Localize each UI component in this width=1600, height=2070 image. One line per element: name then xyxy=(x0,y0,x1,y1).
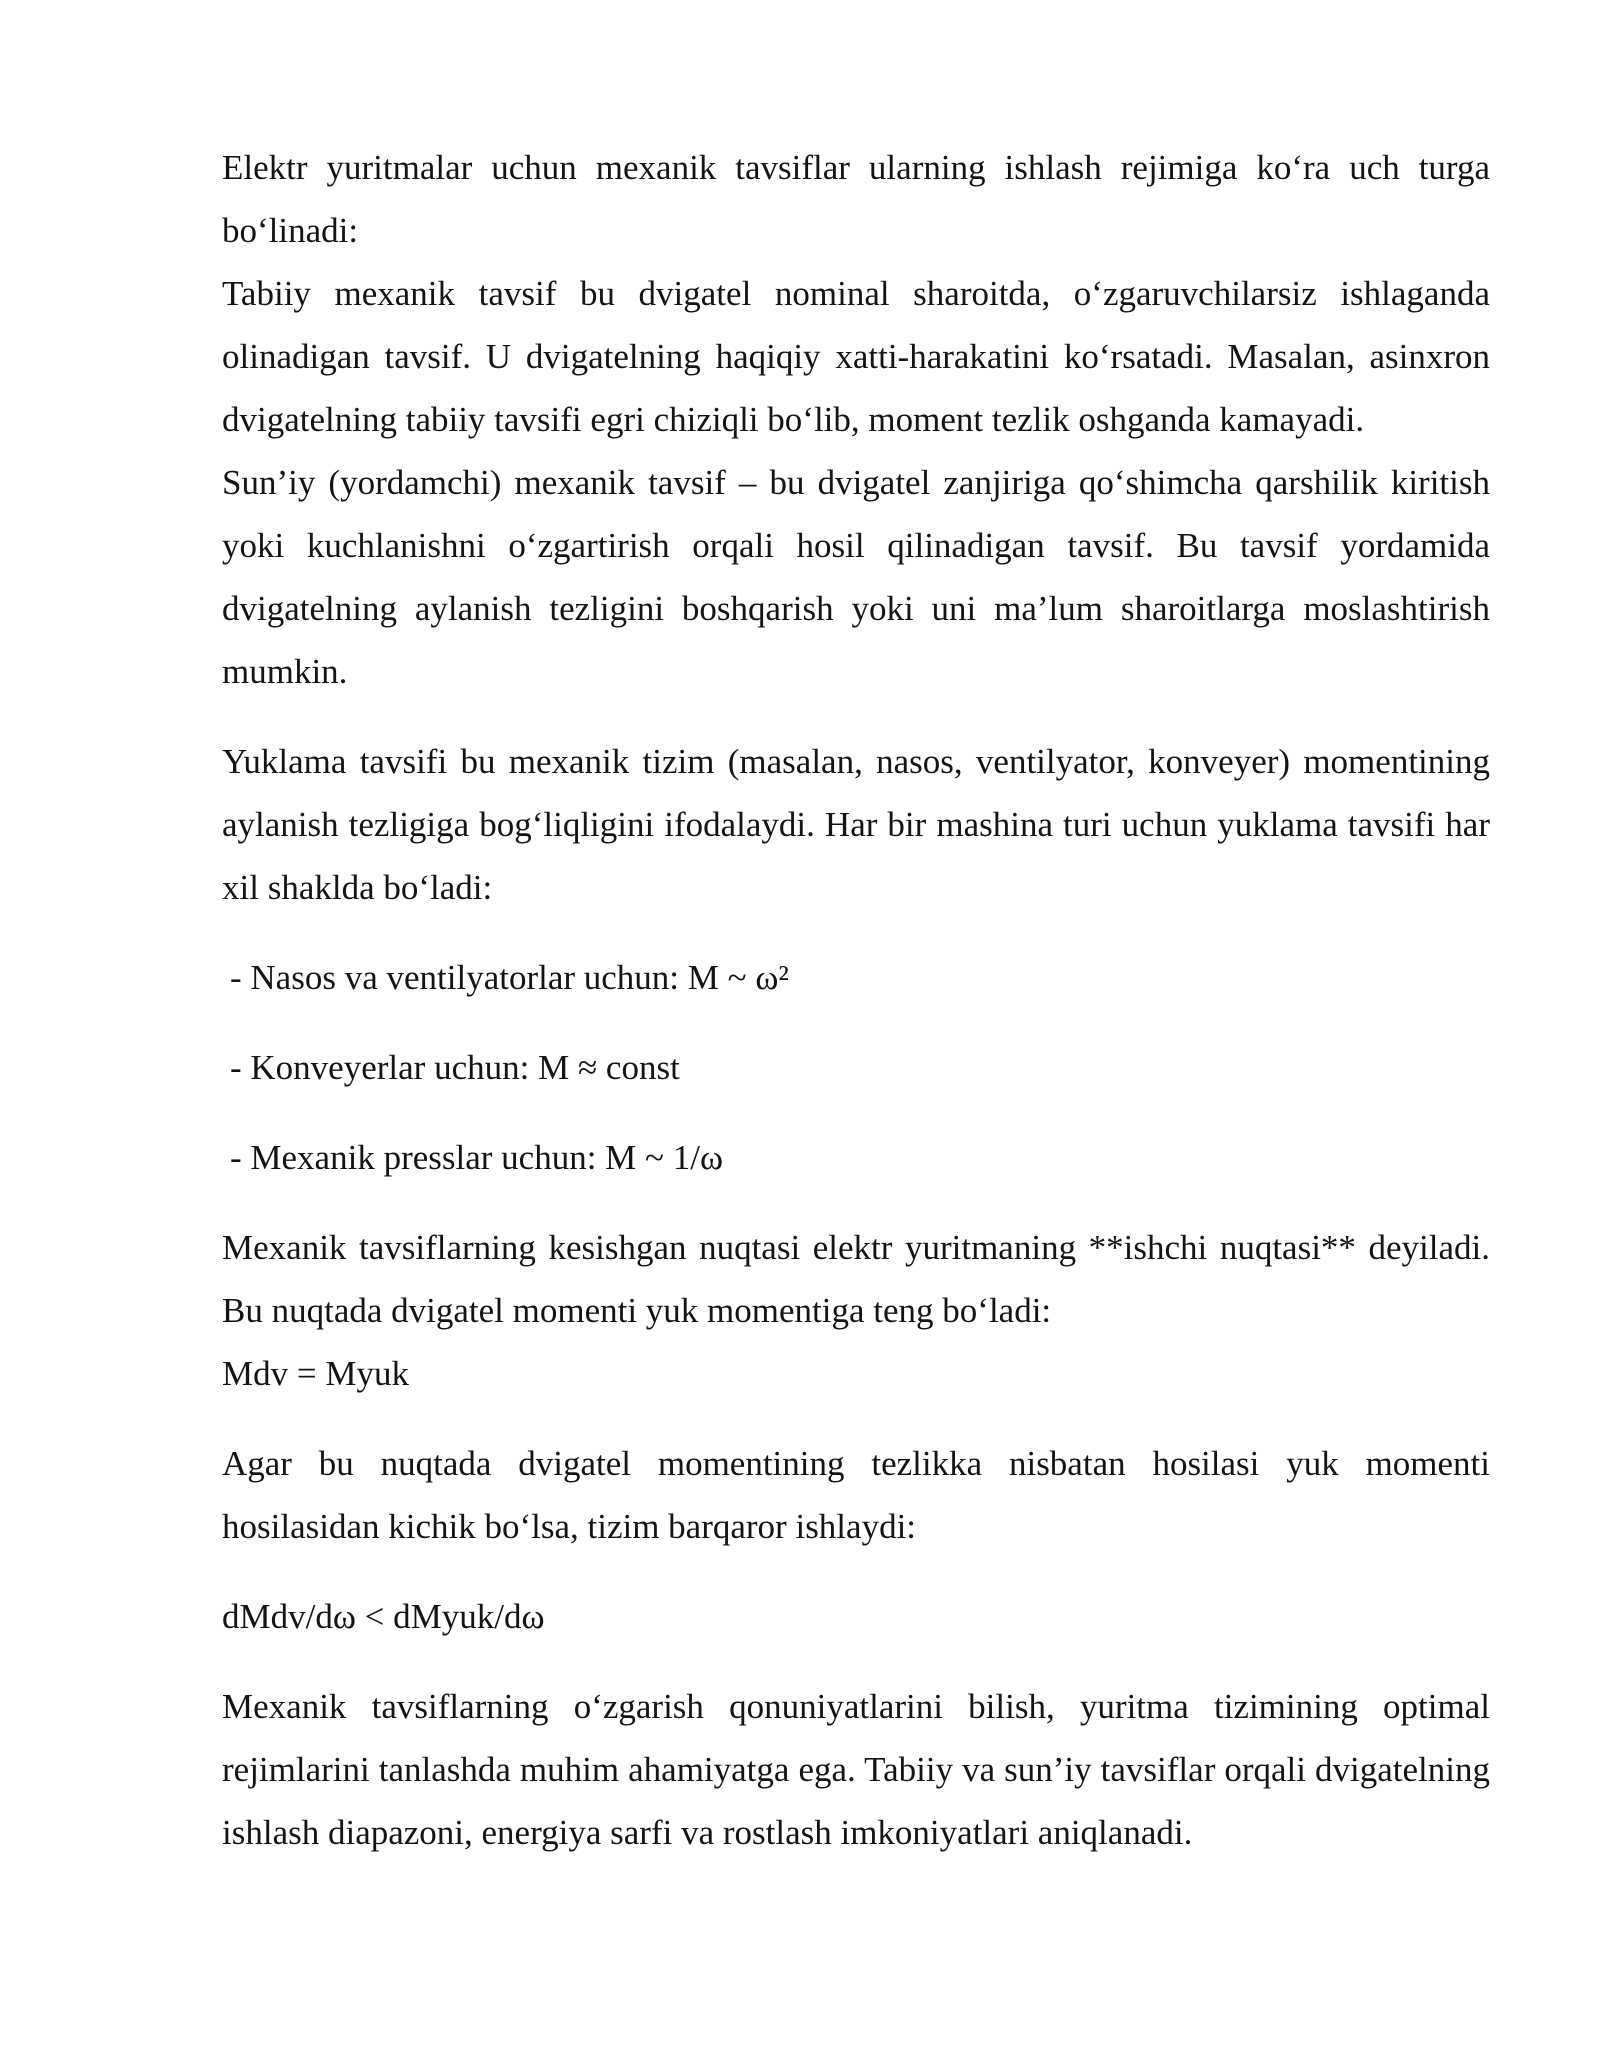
working-point-text: Mexanik tavsiflarning kesishgan nuqtasi elektr yuritmaning **ishchi nuqtasi** deyiladi. Bu nuqtada dvigatel momenti yuk momentiga teng bo‘ladi: xyxy=(222,1228,1490,1330)
paragraph-conclusion: Mexanik tavsiflarning o‘zgarish qonuniyatlarini bilish, yuritma tizimining optimal rejimlarini tanlashda muhim ahamiyatga ega. Tabiiy va sun’iy tavsiflar orqali dvigatelning ishlash diapazoni, energiya sarfi va rostlash imkoniyatlari aniqlanadi. xyxy=(222,1687,1490,1852)
paragraph-load-characteristic: Yuklama tavsifi bu mexanik tizim (masalan, nasos, ventilyator, konveyer) momentining aylanish tezligiga bog‘liqligini ifodalaydi. Har bir mashina turi uchun yuklama tavsifi har xil shaklda bo‘ladi: xyxy=(222,742,1490,907)
paragraph-artificial-characteristic: Sun’iy (yordamchi) mexanik tavsif – bu dvigatel zanjiriga qo‘shimcha qarshilik kiritish yoki kuchlanishni o‘zgartirish orqali hosil qilinadigan tavsif. Bu tavsif yordamida dvigatelning aylanish tezligini boshqarish yoki uni ma’lum sharoitlarga moslashtirish mumkin. xyxy=(222,463,1490,691)
working-point-equation: Mdv = Myuk xyxy=(222,1354,409,1393)
paragraph-working-point xyxy=(222,1216,1490,1405)
stability-formula: dMdv/dω < dMyuk/dω xyxy=(222,1597,545,1636)
list-item-pumps: - Nasos va ventilyatorlar uchun: M ~ ω² xyxy=(230,958,789,997)
paragraph-intro: Elektr yuritmalar uchun mexanik tavsiflar ularning ishlash rejimiga ko‘ra uch turga bo‘linadi: xyxy=(222,148,1490,250)
list-item-presses: - Mexanik presslar uchun: M ~ 1/ω xyxy=(230,1138,723,1177)
paragraph-stability: Agar bu nuqtada dvigatel momentining tezlikka nisbatan hosilasi yuk momenti hosilasidan kichik bo‘lsa, tizim barqaror ishlaydi: xyxy=(222,1444,1490,1546)
list-item-conveyors: - Konveyerlar uchun: M ≈ const xyxy=(230,1048,680,1087)
paragraph-natural-characteristic: Tabiiy mexanik tavsif bu dvigatel nominal sharoitda, o‘zgaruvchilarsiz ishlaganda olinadigan tavsif. U dvigatelning haqiqiy xatti-harakatini ko‘rsatadi. Masalan, asinxron dvigatelning tabiiy tavsifi egri chiziqli bo‘lib, moment tezlik oshganda kamayadi. xyxy=(222,274,1490,439)
document-page xyxy=(222,136,1490,1864)
